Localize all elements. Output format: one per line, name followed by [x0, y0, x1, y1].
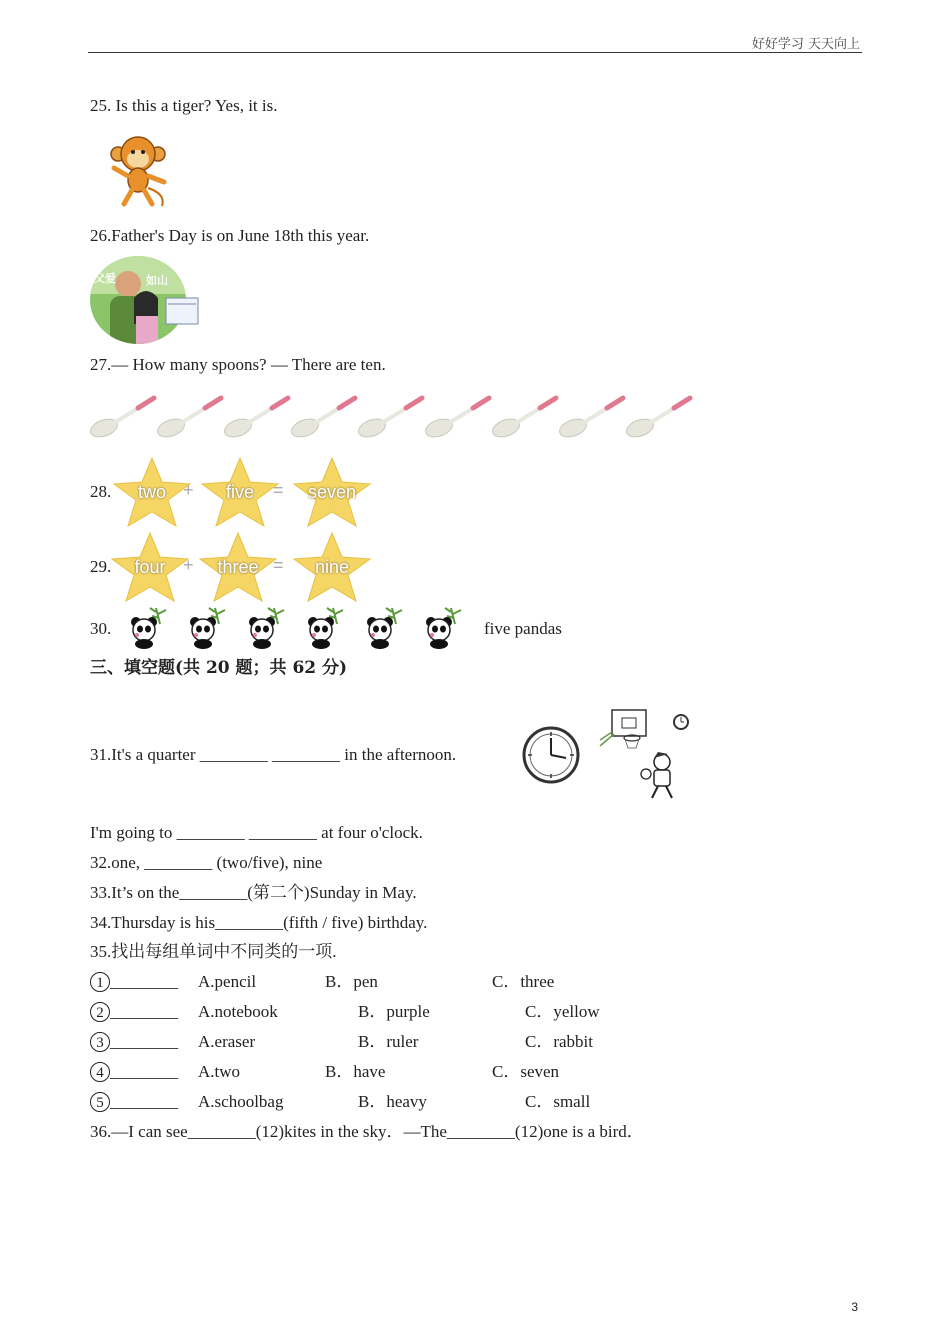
- panda-icon: [303, 604, 347, 650]
- spoons-row: [88, 392, 700, 442]
- fathers-day-photo: [88, 254, 203, 346]
- q35-row-2: [90, 1002, 178, 1022]
- question-31-line-1: 31.It's a quarter ________ ________ in the afternoon.: [90, 745, 457, 764]
- circled-number: 4: [90, 1062, 110, 1082]
- star-nine: [292, 531, 372, 603]
- header-motto: 好好学习 天天向上: [751, 37, 860, 52]
- option-b: B．have: [325, 1062, 386, 1081]
- question-25: 25. Is this a tiger? Yes, it is.: [90, 96, 278, 115]
- pandas-row: [126, 604, 476, 652]
- question-26: 26.Father's Day is on June 18th this year.: [90, 226, 370, 245]
- star-two: [112, 456, 192, 528]
- star-five: [200, 456, 280, 528]
- question-30-label: 30.: [90, 619, 112, 638]
- option-a: A.schoolbag: [198, 1092, 284, 1111]
- option-b: B．heavy: [358, 1092, 427, 1111]
- question-27: 27.— How many spoons? — There are ten.: [90, 355, 386, 374]
- question-30-caption: five pandas: [484, 619, 562, 638]
- spoon-icon: [222, 392, 294, 440]
- answer-blank[interactable]: ________: [110, 1002, 178, 1021]
- panda-icon: [362, 604, 406, 650]
- section-3-title: 三、填空题(共 20 题；共 62 分): [90, 658, 348, 678]
- answer-blank[interactable]: ________: [110, 1092, 178, 1111]
- star-word: nine: [314, 557, 350, 577]
- question-32: 32.one, ________ (two/five), nine: [90, 853, 323, 872]
- question-28-label: 28.: [90, 482, 112, 501]
- option-c: C．seven: [492, 1062, 560, 1081]
- option-a: A.notebook: [198, 1002, 278, 1021]
- star-word: five: [225, 482, 254, 502]
- spoon-icon: [490, 392, 562, 440]
- star-word: two: [137, 482, 166, 502]
- monkey-image: [106, 132, 172, 210]
- circled-number: 5: [90, 1092, 110, 1112]
- question-34: 34.Thursday is his________(fifth / five) birthday.: [90, 913, 428, 932]
- clock-icon: [522, 726, 580, 784]
- option-b: B．pen: [325, 972, 378, 991]
- q35-row-5: [90, 1092, 178, 1112]
- star-word: seven: [307, 482, 357, 502]
- question-35: 35.找出每组单词中不同类的一项.: [90, 942, 337, 961]
- spoon-icon: [557, 392, 629, 440]
- answer-blank[interactable]: ________: [110, 1032, 178, 1051]
- equals-sign: =: [273, 480, 284, 500]
- spoon-icon: [356, 392, 428, 440]
- spoon-icon: [155, 392, 227, 440]
- answer-blank[interactable]: ________: [110, 1062, 178, 1081]
- spoon-icon: [88, 392, 160, 440]
- option-c: C．small: [525, 1092, 591, 1111]
- spoon-icon: [624, 392, 696, 440]
- circled-number: 3: [90, 1032, 110, 1052]
- option-a: A.two: [198, 1062, 241, 1081]
- option-c: C．three: [492, 972, 555, 991]
- spoon-icon: [423, 392, 495, 440]
- q35-row-3: [90, 1032, 178, 1052]
- header-divider: [88, 52, 862, 53]
- q35-row-1: [90, 972, 178, 992]
- photo-caption-1: 父爱: [94, 272, 116, 285]
- star-word: three: [217, 557, 259, 577]
- star-three: [198, 531, 278, 603]
- option-c: C．rabbit: [525, 1032, 593, 1051]
- plus-sign: +: [183, 555, 194, 575]
- option-a: A.pencil: [198, 972, 257, 991]
- q35-row-4: [90, 1062, 178, 1082]
- option-c: C．yellow: [525, 1002, 600, 1021]
- circled-number: 1: [90, 972, 110, 992]
- question-31-line-2: I'm going to ________ ________ at four o'clock.: [90, 823, 423, 842]
- spoon-icon: [289, 392, 361, 440]
- basketball-player-image: [596, 706, 696, 804]
- panda-icon: [421, 604, 465, 650]
- option-a: A.eraser: [198, 1032, 256, 1051]
- question-29-label: 29.: [90, 557, 112, 576]
- answer-blank[interactable]: ________: [110, 972, 178, 991]
- star-word: four: [134, 557, 166, 577]
- option-b: B．ruler: [358, 1032, 419, 1051]
- question-33: 33.It’s on the________(第二个)Sunday in May.: [90, 883, 417, 902]
- plus-sign: +: [183, 480, 194, 500]
- option-b: B．purple: [358, 1002, 430, 1021]
- circled-number: 2: [90, 1002, 110, 1022]
- photo-caption-2: 如山: [146, 274, 168, 287]
- panda-icon: [244, 604, 288, 650]
- star-seven: [292, 456, 372, 528]
- equals-sign: =: [273, 555, 284, 575]
- page-number: 3: [851, 1300, 858, 1314]
- star-four: [110, 531, 190, 603]
- panda-icon: [126, 604, 170, 650]
- panda-icon: [185, 604, 229, 650]
- question-36: 36.—I can see________(12)kites in the sky．—The________(12)one is a bird．: [90, 1122, 644, 1141]
